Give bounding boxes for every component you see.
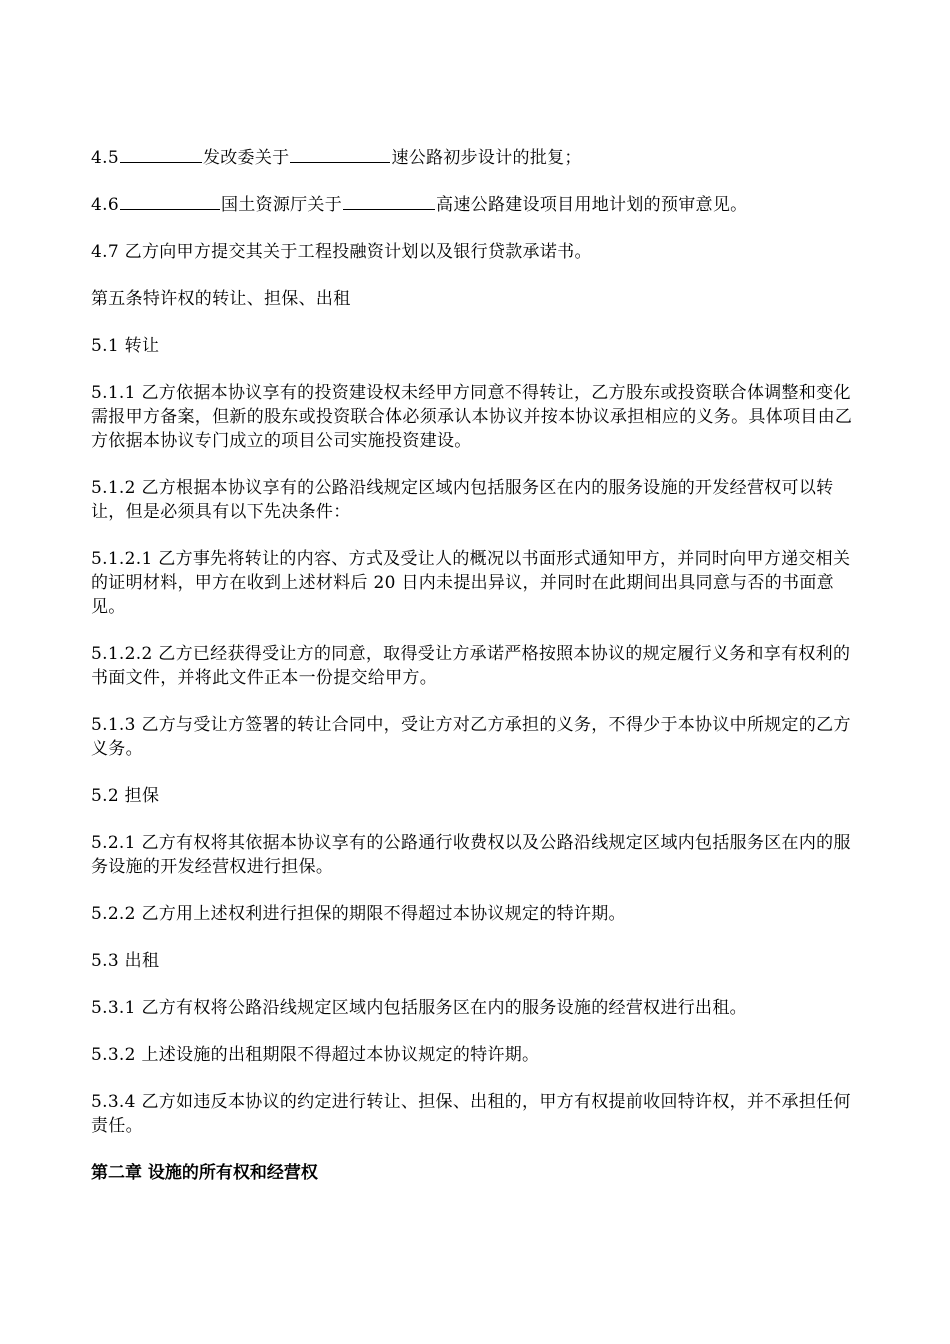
clause-4-5: [91, 146, 861, 170]
clause-text: 速公路初步设计的批复；: [391, 148, 582, 168]
blank-field: [343, 193, 435, 210]
clause-5-2-1: 5.2.1 乙方有权将其依据本协议享有的公路通行收费权以及公路沿线规定区域内包括服务区在内的服务设施的开发经营权进行担保。: [91, 833, 851, 877]
article-5-heading: 第五条特许权的转让、担保、出租: [91, 289, 351, 309]
chapter-2-heading: 第二章 设施的所有权和经营权: [91, 1163, 318, 1183]
clause-5-3-2: 5.3.2 上述设施的出租期限不得超过本协议规定的特许期。: [91, 1045, 540, 1065]
document-body: [91, 146, 861, 1185]
blank-field: [120, 146, 202, 163]
clause-5-1-2: 5.1.2 乙方根据本协议享有的公路沿线规定区域内包括服务区在内的服务设施的开发经营权可以转让，但是必须具有以下先决条件：: [91, 478, 834, 522]
clause-5-1-3: 5.1.3 乙方与受让方签署的转让合同中，受让方对乙方承担的义务，不得少于本协议中所规定的乙方义务。: [91, 715, 851, 759]
clause-text: 国土资源厅关于: [220, 195, 343, 215]
section-5-2: 5.2 担保: [91, 786, 160, 806]
clause-number: 4.5: [91, 148, 119, 168]
clause-4-7: 4.7 乙方向甲方提交其关于工程投融资计划以及银行贷款承诺书。: [91, 242, 592, 262]
blank-field: [120, 193, 220, 210]
clause-5-1-2-1: 5.1.2.1 乙方事先将转让的内容、方式及受让人的概况以书面形式通知甲方，并同时向甲方递交相关的证明材料，甲方在收到上述材料后 20 日内未提出异议，并同时在此期间出具同意与否的书面意见。: [91, 549, 851, 617]
clause-text: 高速公路建设项目用地计划的预审意见。: [436, 195, 748, 215]
section-5-1: 5.1 转让: [91, 336, 160, 356]
clause-5-3-1: 5.3.1 乙方有权将公路沿线规定区域内包括服务区在内的服务设施的经营权进行出租。: [91, 998, 747, 1018]
section-5-3: 5.3 出租: [91, 951, 160, 971]
clause-5-1-1: 5.1.1 乙方依据本协议享有的投资建设权未经甲方同意不得转让，乙方股东或投资联合体调整和变化需报甲方备案，但新的股东或投资联合体必须承认本协议并按本协议承担相应的义务。具体项目由乙方依据本协议专门成立的项目公司实施投资建设。: [91, 383, 853, 451]
clause-4-6: [91, 193, 861, 217]
clause-number: 4.6: [91, 195, 119, 215]
clause-5-3-4: 5.3.4 乙方如违反本协议的约定进行转让、担保、出租的，甲方有权提前收回特许权，并不承担任何责任。: [91, 1092, 851, 1136]
clause-text: 发改委关于: [202, 148, 290, 168]
clause-5-2-2: 5.2.2 乙方用上述权利进行担保的期限不得超过本协议规定的特许期。: [91, 904, 626, 924]
blank-field: [290, 146, 390, 163]
clause-5-1-2-2: 5.1.2.2 乙方已经获得受让方的同意，取得受让方承诺严格按照本协议的规定履行义务和享有权利的书面文件，并将此文件正本一份提交给甲方。: [91, 644, 851, 688]
